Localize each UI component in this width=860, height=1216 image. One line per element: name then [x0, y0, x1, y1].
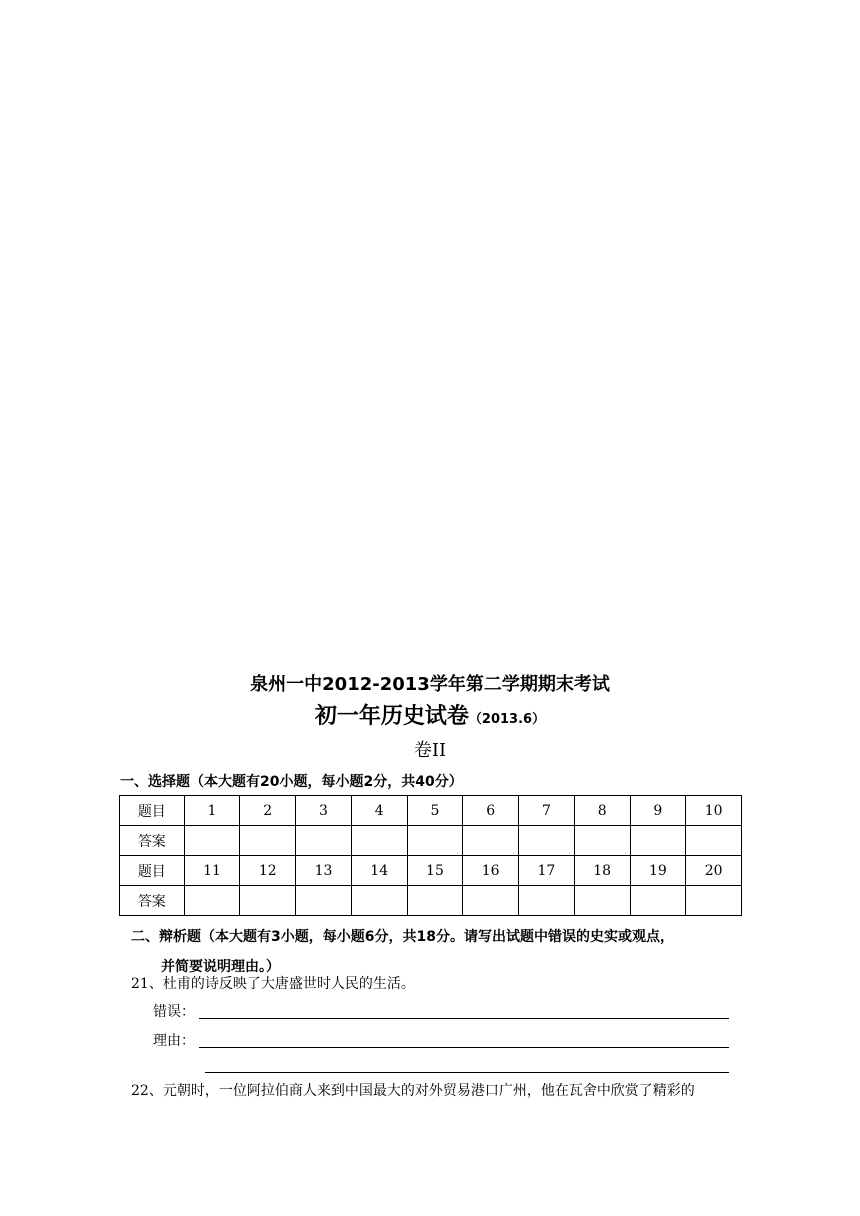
answer-table	[119, 795, 742, 916]
answer-cell[interactable]	[630, 886, 686, 916]
section2-heading	[131, 922, 751, 982]
error-answer-line[interactable]	[199, 1018, 729, 1019]
row-label-answer: 答案	[120, 886, 185, 916]
answer-cell[interactable]	[407, 886, 463, 916]
question-number: 18	[574, 856, 630, 886]
question-number: 14	[351, 856, 407, 886]
question-number: 20	[686, 856, 742, 886]
exam-school-title: 泉州一中2012-2013学年第二学期期末考试	[250, 674, 610, 695]
answer-cell[interactable]	[630, 826, 686, 856]
error-label: 错误：	[153, 1004, 195, 1020]
question-number: 16	[463, 856, 519, 886]
answer-cell[interactable]	[296, 886, 352, 916]
table-row-questions-1	[120, 796, 742, 826]
question-number: 12	[240, 856, 296, 886]
question-number: 17	[519, 856, 575, 886]
question-number: 13	[296, 856, 352, 886]
question-number: 7	[519, 796, 575, 826]
answer-cell[interactable]	[574, 826, 630, 856]
question-number: 3	[296, 796, 352, 826]
row-label-question: 题目	[120, 796, 185, 826]
answer-cell[interactable]	[184, 826, 240, 856]
exam-date: （2013.6）	[468, 712, 546, 727]
question-number: 6	[463, 796, 519, 826]
answer-cell[interactable]	[240, 826, 296, 856]
question-number: 4	[351, 796, 407, 826]
reason-answer-line[interactable]	[199, 1047, 729, 1048]
question-number: 9	[630, 796, 686, 826]
answer-cell[interactable]	[240, 886, 296, 916]
question-number: 8	[574, 796, 630, 826]
question-21: 21、杜甫的诗反映了大唐盛世时人民的生活。	[131, 976, 415, 992]
row-label-question: 题目	[120, 856, 185, 886]
answer-cell[interactable]	[463, 826, 519, 856]
answer-cell[interactable]	[407, 826, 463, 856]
answer-cell[interactable]	[686, 886, 742, 916]
answer-cell[interactable]	[574, 886, 630, 916]
row-label-answer: 答案	[120, 826, 185, 856]
subject-title-text: 初一年历史试卷	[314, 704, 469, 729]
table-row-answers-2	[120, 886, 742, 916]
question-number: 1	[184, 796, 240, 826]
table-row-questions-2	[120, 856, 742, 886]
question-number: 15	[407, 856, 463, 886]
answer-cell[interactable]	[686, 826, 742, 856]
reason-label: 理由：	[153, 1033, 195, 1049]
answer-cell[interactable]	[519, 886, 575, 916]
section2-heading-line2: 并简要说明理由。）	[161, 959, 280, 975]
answer-cell[interactable]	[184, 886, 240, 916]
question-number: 5	[407, 796, 463, 826]
reason-answer-line-2[interactable]	[205, 1072, 729, 1073]
question-number: 10	[686, 796, 742, 826]
table-row-answers-1	[120, 826, 742, 856]
exam-subject-title	[0, 702, 860, 735]
section1-heading: 一、选择题（本大题有20小题，每小题2分，共40分）	[120, 774, 463, 790]
question-22: 22、元朝时，一位阿拉伯商人来到中国最大的对外贸易港口广州，他在瓦舍中欣赏了精彩的	[131, 1083, 695, 1099]
answer-cell[interactable]	[351, 886, 407, 916]
volume-label: 卷II	[413, 740, 447, 761]
answer-cell[interactable]	[351, 826, 407, 856]
question-number: 11	[184, 856, 240, 886]
answer-cell[interactable]	[519, 826, 575, 856]
answer-cell[interactable]	[296, 826, 352, 856]
question-number: 19	[630, 856, 686, 886]
answer-cell[interactable]	[463, 886, 519, 916]
section2-heading-line1: 二、辩析题（本大题有3小题，每小题6分，共18分。请写出试题中错误的史实或观点，	[131, 929, 674, 945]
question-number: 2	[240, 796, 296, 826]
